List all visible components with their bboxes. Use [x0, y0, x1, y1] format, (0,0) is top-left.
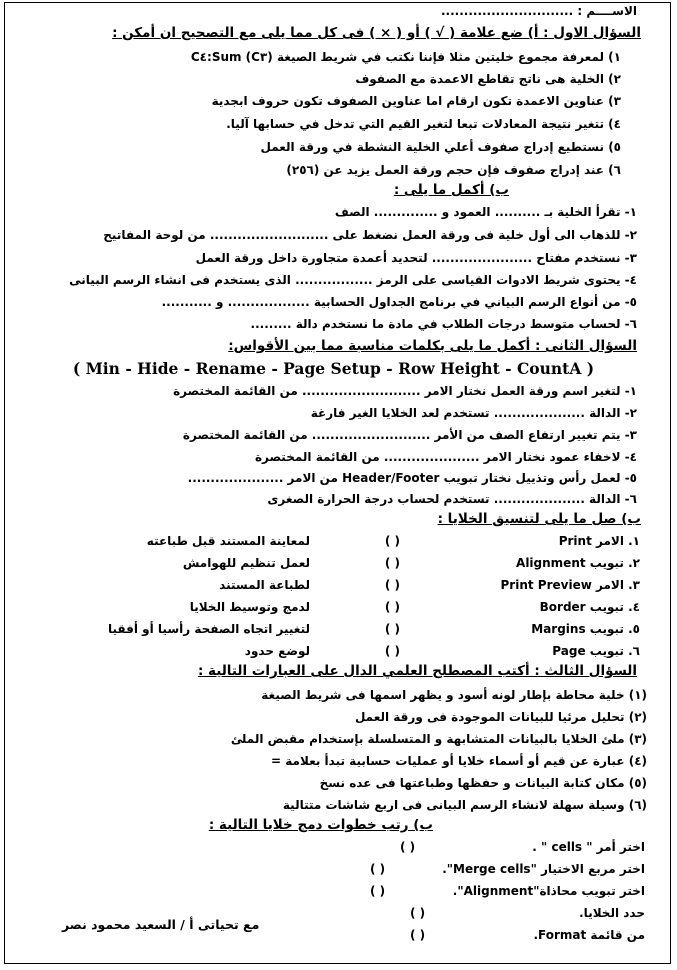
q2-options-box: ( Min - Hide - Rename - Page Setup - Row Height - CountA )	[72, 359, 595, 378]
step-text: اختر تبويب محاذاة"Alignment".	[452, 884, 645, 898]
match-definition: لوضع حدود	[244, 644, 310, 658]
teacher-signature: مع تحياتى أ / السعيد محمود نصر	[62, 917, 260, 932]
step-order-slot[interactable]: ( )	[370, 884, 386, 898]
q3-item-3: (٣) ملئ الخلايا بالبيانات المتشابهة و المتسلسلة بإستخدام مقبض الملئ	[230, 732, 647, 746]
match-row-6	[90, 644, 640, 664]
q3-item-6: (٦) وسيلة سهلة لانشاء الرسم البيانى فى اربع شاشات متتالية	[282, 798, 647, 812]
q1-item-4: ٤) تتغير نتيجة المعادلات تبعا لتغير القيم التي تدخل في حسابها آليا.	[226, 117, 621, 131]
q3-part-b-header: ب) رتب خطوات دمج خلايا التالية :	[208, 817, 433, 833]
q2-item-1: ١- لتغير اسم ورقة العمل نختار الامر .......................... من القائمة المختصرة	[173, 384, 637, 398]
match-row-1	[90, 534, 640, 554]
q1-item-2: ٢) الخلية هى ناتج تقاطع الاعمدة مع الصفوف	[355, 72, 621, 86]
q1-b-item-2: ٢- للذهاب الى أول خلية فى ورقة العمل نضغط على .......................... من لوحة المفاتيح	[103, 228, 637, 242]
match-term: ٣. الامر Print Preview	[500, 578, 640, 592]
step-row-1	[400, 840, 645, 860]
match-answer-slot[interactable]: ( )	[384, 578, 400, 592]
q2-part-b-header: ب) صل ما يلى لتنسيق الخلايا :	[437, 511, 641, 527]
match-definition: لطباعة المستند	[219, 578, 310, 592]
q1-b-item-4: ٤- يحتوى شريط الادوات القياسى على الرمز ................. الذى يستخدم فى انشاء الرسم البيانى	[69, 273, 637, 287]
q3-item-1: (١) خلية محاطة بإطار لونه أسود و يظهر اسمها فى شريط الصيغة	[261, 688, 647, 702]
match-term: ٢. تبويب Alignment	[516, 556, 640, 570]
q2-item-4: ٤- لاخفاء عمود نختار الامر ..................... من القائمة المختصرة	[254, 450, 637, 464]
q2-item-3: ٣- يتم تغيير ارتفاع الصف من الأمر .......................... من القائمة المختصرة	[182, 428, 637, 442]
match-term: ٦. تبويب Page	[552, 644, 640, 658]
q2-item-5: ٥- لعمل رأس وتذييل نختار تبويب Header/Footer من الامر .....................	[187, 471, 637, 485]
match-answer-slot[interactable]: ( )	[384, 534, 400, 548]
q2-header: السؤال الثانى : أكمل ما يلى بكلمات مناسبة مما بين الأقواس:	[228, 338, 637, 354]
match-term: ٥. تبويب Margins	[531, 622, 640, 636]
q1-part-b-header: ب) أكمل ما يلى :	[393, 182, 509, 198]
q1-item-5: ٥) نستطيع إدراج صفوف أعلي الخلية النشطة في ورقة العمل	[260, 140, 621, 154]
match-row-2	[90, 556, 640, 576]
match-term: ٤. تبويب Border	[539, 600, 640, 614]
q1-item-6: ٦) عند إدراج صفوف فإن حجم ورقة العمل يزيد عن (٢٥٦)	[286, 163, 621, 177]
step-order-slot[interactable]: ( )	[370, 862, 386, 876]
step-row-3	[370, 884, 645, 904]
q3-item-4: (٤) عبارة عن قيم أو أسماء خلايا أو عمليات حسابية تبدأ بعلامة =	[271, 754, 647, 768]
q1-b-item-3: ٣- نستخدم مفتاح ...................... لتحديد أعمدة متجاورة داخل ورقة العمل	[195, 251, 637, 265]
q2-item-2: ٢- الدالة .................... تستخدم لعد الخلايا الغير فارغة	[310, 406, 637, 420]
student-name-line: الاســــم : .............................	[440, 4, 637, 18]
match-answer-slot[interactable]: ( )	[384, 622, 400, 636]
step-text: حدد الخلايا.	[579, 906, 645, 920]
q1-b-item-1: ١- تقرأ الخلية بـ .......... العمود و .............. الصف	[334, 205, 637, 219]
match-row-5	[90, 622, 640, 642]
match-definition: لتغيير اتجاه الصفحة رأسيا أو أفقيا	[107, 622, 310, 636]
q1-header: السؤال الاول : أ) ضع علامة ( √ ) أو ( × ) فى كل مما يلى مع التصحيح ان أمكن :	[112, 25, 641, 41]
step-text: اختر مربع الاختيار "Merge cells".	[442, 862, 645, 876]
step-row-2	[370, 862, 645, 882]
q3-item-2: (٢) تحليل مرئيا للبيانات الموجودة فى ورقة العمل	[354, 710, 647, 724]
q2-item-6: ٦- الدالة .................... تستخدم لحساب درجة الحرارة الصغرى	[267, 492, 637, 506]
match-answer-slot[interactable]: ( )	[384, 600, 400, 614]
match-answer-slot[interactable]: ( )	[384, 644, 400, 658]
step-text: من قائمة Format.	[533, 928, 645, 942]
q3-item-5: (٥) مكان كتابة البيانات و حفظها وطباعتها فى عده نسخ	[319, 776, 647, 790]
match-term: ١. الامر Print	[558, 534, 640, 548]
match-row-3	[90, 578, 640, 598]
match-definition: لمعاينة المستند قبل طباعته	[146, 534, 310, 548]
q1-item-3: ٣) عناوين الاعمدة تكون ارقام اما عناوين الصفوف تكون حروف ابجدية	[211, 94, 621, 108]
q1-item-1: ١) لمعرفة مجموع خليتين مثلا فإننا نكتب في شريط الصيغة (Sum (C٣:C٤	[190, 50, 621, 64]
match-answer-slot[interactable]: ( )	[384, 556, 400, 570]
step-row-5	[410, 928, 645, 948]
step-order-slot[interactable]: ( )	[400, 840, 416, 854]
step-order-slot[interactable]: ( )	[410, 928, 426, 942]
q1-b-item-6: ٦- لحساب متوسط درجات الطلاب في مادة ما نستخدم دالة .........	[250, 317, 637, 331]
step-order-slot[interactable]: ( )	[410, 906, 426, 920]
match-row-4	[90, 600, 640, 620]
match-definition: لعمل تنظيم للهوامش	[182, 556, 310, 570]
q1-b-item-5: ٥- من أنواع الرسم البياني في برنامج الجداول الحسابية .................. و ...........	[161, 295, 637, 309]
step-row-4	[410, 906, 645, 926]
step-text: اختر أمر " cells " .	[532, 840, 645, 854]
match-definition: لدمج وتوسيط الخلايا	[189, 600, 310, 614]
q3-header: السؤال الثالث : أكتب المصطلح العلمي الدال على العبارات التالية :	[197, 663, 637, 679]
